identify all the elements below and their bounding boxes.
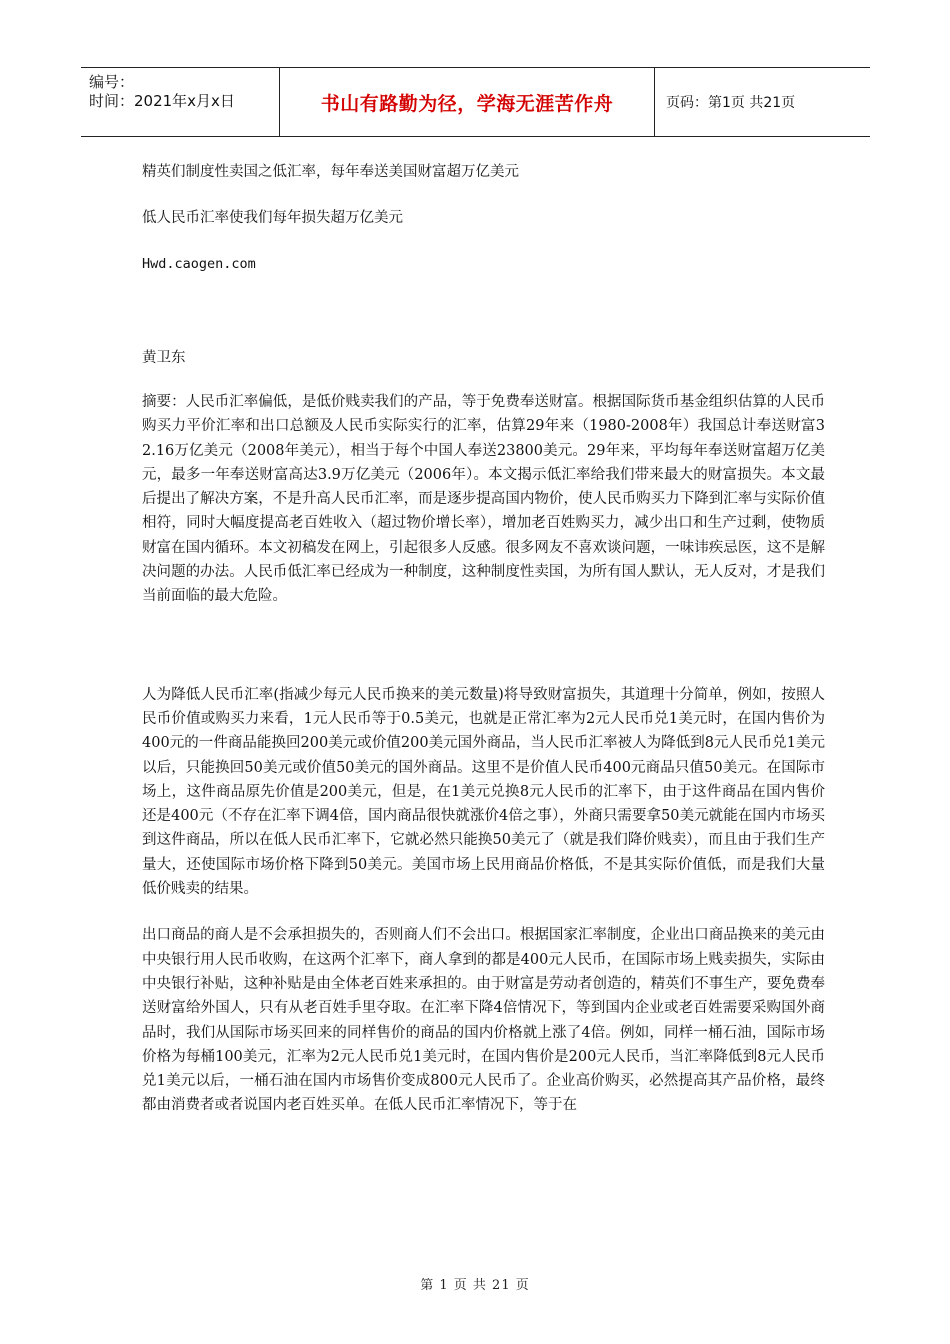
- abstract-paragraph: 摘要：人民币汇率偏低，是低价贱卖我们的产品，等于免费奉送财富。根据国际货币基金组织估算的人民币购买力平价汇率和出口总额及人民币实际实行的汇率，估算29年来（1980-2008年）我国总计奉送财富32.16万亿美元（2008年美元），相当于每个中国人奉送23800美元。29年来，平均每年奉送财富超万亿美元，最多一年奉送财富高达3.9万亿美元（2006年）。本文揭示低汇率给我们带来最大的财富损失。本文最后提出了解决方案，不是升高人民币汇率，而是逐步提高国内物价，使人民币购买力下降到汇率与实际价值相符，同时大幅度提高老百姓收入（超过物价增长率），增加老百姓购买力，减少出口和生产过剩，使物质财富在国内循环。本文初稿发在网上，引起很多人反感。很多网友不喜欢谈问题，一味讳疾忌医，这不是解决问题的办法。人民币低汇率已经成为一种制度，这种制度性卖国，为所有国人默认，无人反对，才是我们当前面临的最大危险。: [142, 394, 825, 605]
- page-footer: [0, 1274, 950, 1293]
- author-name: 黄卫东: [142, 350, 186, 366]
- site-url: Hwd.caogen.com: [142, 256, 256, 272]
- body-paragraph-2: 出口商品的商人是不会承担损失的，否则商人们不会出口。根据国家汇率制度，企业出口商品换来的美元由中央银行用人民币收购，在这两个汇率下，商人拿到的都是400元人民币，在国际市场上贱卖损失，实际由中央银行补贴，这种补贴是由全体老百姓来承担的。由于财富是劳动者创造的，精英们不事生产，要免费奉送财富给外国人，只有从老百姓手里夺取。在汇率下降4倍情况下，等到国内企业或老百姓需要采购国外商品时，我们从国际市场买回来的同样售价的商品的国内价格就上涨了4倍。例如，同样一桶石油，国际市场价格为每桶100美元，汇率为2元人民币兑1美元时，在国内售价是200元人民币，当汇率降低到8元人民币兑1美元以后，一桶石油在国内市场售价变成800元人民币了。企业高价购买，必然提高其产品价格，最终都由消费者或者说国内老百姓买单。在低人民币汇率情况下，等于在: [142, 927, 825, 1114]
- header-meta: [81, 68, 280, 136]
- article-body: [142, 160, 825, 1118]
- footer-page-number: 第 1 页 共 21 页: [420, 1278, 530, 1293]
- date-label: 时间：2021年x月x日: [89, 92, 235, 110]
- serial-label: 编号：: [89, 73, 135, 91]
- page-header: [81, 67, 870, 137]
- header-motto: 书山有路勤为径，学海无涯苦作舟: [280, 68, 655, 136]
- article-title-1: 精英们制度性卖国之低汇率，每年奉送美国财富超万亿美元: [142, 164, 519, 180]
- article-title-2: 低人民币汇率使我们每年损失超万亿美元: [142, 210, 403, 226]
- header-page-info: 页码：第1页 共21页: [666, 95, 796, 111]
- body-paragraph-1: 人为降低人民币汇率(指减少每元人民币换来的美元数量)将导致财富损失，其道理十分简单，例如，按照人民币价值或购买力来看，1元人民币等于0.5美元，也就是正常汇率为2元人民币兑1美元时，在国内售价为400元的一件商品能换回200美元或价值200美元国外商品，当人民币汇率被人为降低到8元人民币兑1美元以后，只能换回50美元或价值50美元的国外商品。这里不是价值人民币400元商品只值50美元。在国际市场上，这件商品原先价值是200美元，但是，在1美元兑换8元人民币的汇率下，由于这件商品在国内售价还是400元（不存在汇率下调4倍，国内商品很快就涨价4倍之事），外商只需要拿50美元就能在国内市场买到这件商品，所以在低人民币汇率下，它就必然只能换50美元了（就是我们降价贱卖），而且由于我们生产量大，还使国际市场价格下降到50美元。美国市场上民用商品价格低，不是其实际价值低，而是我们大量低价贱卖的结果。: [142, 686, 825, 898]
